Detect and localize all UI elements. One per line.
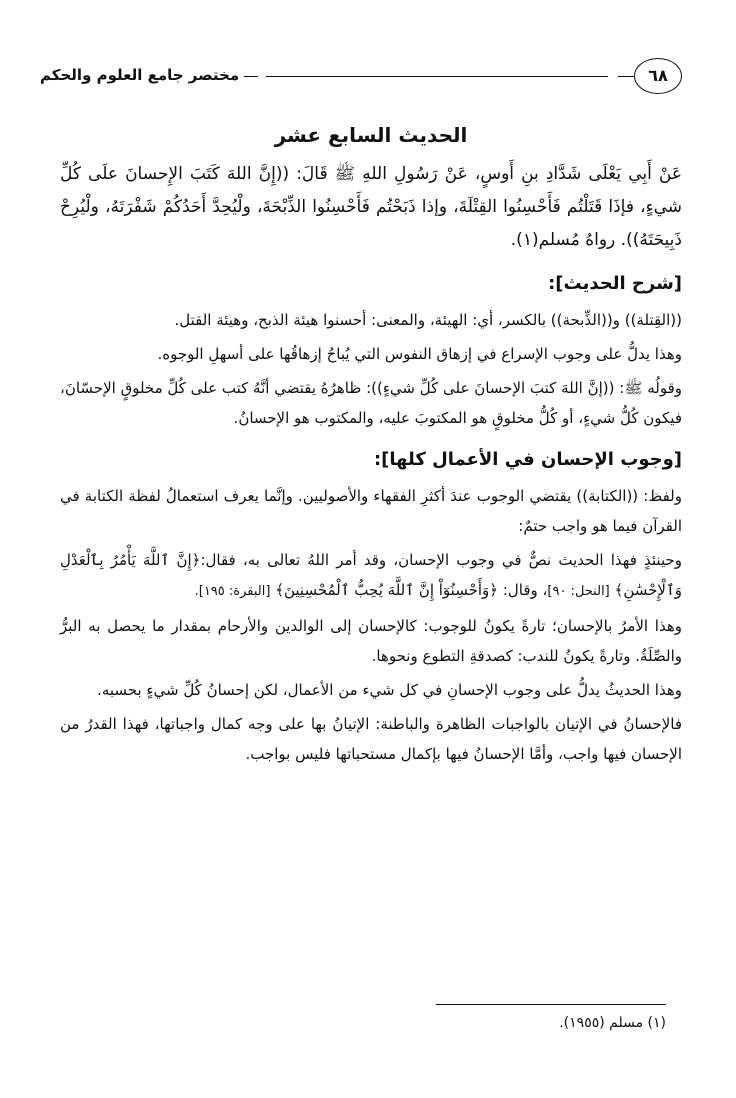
connector-text: ، وقال:	[502, 581, 548, 599]
paragraph-intro: وحينئذٍ فهذا الحديث نصٌّ في وجوب الإحسان، وقد أمر اللهُ تعالى به، فقال:	[200, 551, 683, 569]
header-dash	[244, 76, 258, 77]
header-dash	[618, 76, 634, 77]
running-header	[40, 58, 700, 94]
section-heading-obligation: [وجوب الإحسان في الأعمال كلها]:	[373, 449, 682, 470]
paragraph: فالإحسانُ في الإتيان بالواجبات الظاهرة والباطنة: الإتيانُ بها على وجه كمال واجباتها، فهذا القدرُ من الإحسان فيها واجب، وأمَّا الإحسانُ فيها بإكمال مستحباتها فليس بواجب.	[60, 715, 682, 763]
paragraph: وهذا الأمرُ بالإحسان؛ تارةً يكونُ للوجوب: كالإحسان إلى الوالدين والأرحام بمقدار ما يحصل به البرُّ والصِّلَةُ. وتارةً يكونُ للندب: كصدقةِ التطوع ونحوها.	[60, 617, 682, 665]
page-number: ٦٨	[634, 58, 682, 94]
header-rule	[266, 76, 608, 77]
page-body	[60, 118, 682, 773]
paragraph-verses	[60, 545, 682, 607]
paragraph: ولفظ: ((الكتابة)) يقتضي الوجوب عندَ أكثرِ الفقهاء والأصوليين. وإنَّما يعرف استعمالُ لفظة الكتابة في القرآن فيما هو واجب حتمٌ:	[60, 487, 682, 535]
quran-verse: ﴿إِنَّ ٱللَّهَ يَأْمُرُ بِٱلْعَدْلِ وَٱلْإِحْسَٰنِ﴾	[60, 551, 682, 599]
book-title: مختصر جامع العلوم والحكم	[40, 66, 240, 84]
hadith-text: عَنْ أَبِي يَعْلَى شَدَّادِ بنِ أَوسٍ، عَنْ رَسُولِ اللهِ ﷺ قَالَ: ((إِنَّ اللهَ كَتَبَ الإِحسانَ علَى كُلِّ شيءٍ، فإذَا قَتَلْتُم فَأَحْسِنُوا القِتْلَةَ، وإذا ذَبَحْتُم فَأَحْسِنُوا الذِّبْحَةَ، ولْيُحِدَّ أَحَدُكُمْ شَفْرَتَهُ، ولْيُرِحْ ذَبِيحَتَهُ)). رواهُ مُسلم(١).	[60, 164, 682, 250]
hadith-title: الحديث السابع عشر	[274, 123, 468, 147]
paragraph: وهذا يدلُّ على وجوب الإسراع في إزهاق النفوس التي يُباحُ إزهاقُها على أسهلِ الوجوه.	[157, 345, 682, 363]
footnote-rule	[436, 1004, 666, 1005]
section-heading-explanation: [شرح الحديث]:	[548, 273, 682, 294]
quran-verse: ﴿وَأَحْسِنُوٓاْ إِنَّ ٱللَّهَ يُحِبُّ ٱلْمُحْسِنِينَ﴾	[275, 581, 499, 599]
paragraph: وهذا الحديثُ يدلُّ على وجوب الإحسانِ في كل شيء من الأعمال، لكن إحسانُ كُلِّ شيءٍ بحسبه.	[97, 681, 682, 699]
paragraph: ((القِتلة)) و((الذِّبحة)) بالكسر، أي: الهيئة، والمعنى: أحسنوا هيئة الذبح، وهيئة القتل.	[174, 311, 682, 329]
verse-reference: [النحل: ٩٠]	[547, 584, 610, 599]
verse-reference: [البقرة: ١٩٥].	[194, 584, 271, 599]
paragraph: وقولُه ﷺ: ((إنَّ اللهَ كتبَ الإحسانَ على كُلِّ شيءٍ)): ظاهرُهُ يقتضي أنَّهُ كتب على كُلِّ مخلوقٍ الإحسّانَ، فيكون كُلُّ شيءٍ، أو كُلُّ مخلوقٍ هو المكتوبَ عليه، والمكتوب هو الإحسانُ.	[60, 379, 682, 427]
footnote: (١) مسلم (١٩٥٥).	[559, 1015, 666, 1031]
